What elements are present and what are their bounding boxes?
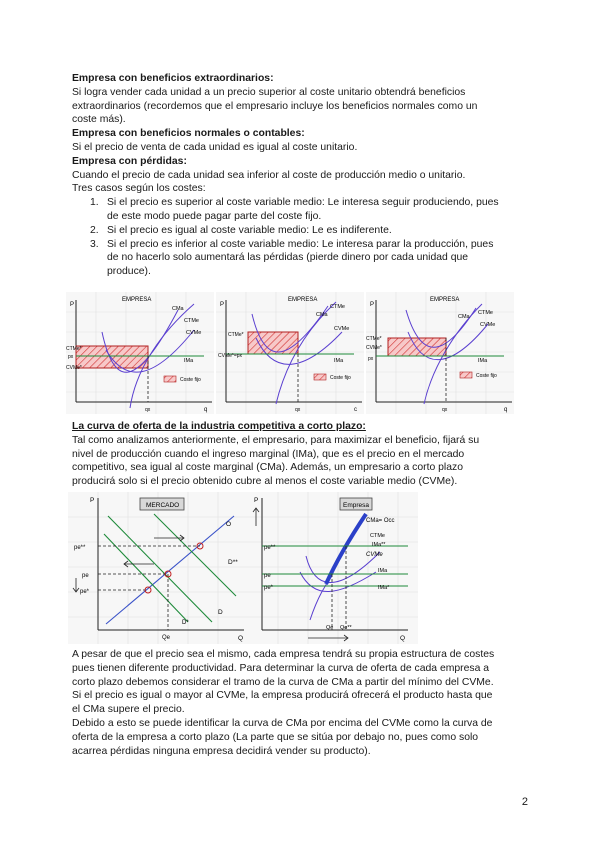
curve-label-cma: CMa <box>172 306 184 312</box>
text-line: Si el precio es superior al coste variable medio: Le interesa seguir produciendo, pues <box>107 197 499 209</box>
legend-coste-fijo: Coste fijo <box>330 375 351 381</box>
text-line: Si logra vender cada unidad a un precio superior al coste unitario obtendrá beneficios <box>72 86 466 98</box>
paragraph-curva-oferta <box>72 434 532 489</box>
figure-empresa-beneficios <box>66 292 214 414</box>
figure-title-empresa: Empresa <box>343 502 370 509</box>
axis-label-q: Q <box>238 635 244 642</box>
figure-title: EMPRESA <box>122 297 152 303</box>
curve-label-cvme: CVMe <box>480 322 496 328</box>
axis-value-qx: qx <box>295 407 301 413</box>
axis-label-p: P <box>70 302 75 308</box>
paragraph-perdidas: Cuando el precio de cada unidad sea inferior al coste de producción medio o unitario. <box>72 169 466 181</box>
paragraph-beneficios-extraordinarios <box>72 86 532 127</box>
figure-title: EMPRESA <box>430 297 460 303</box>
text-line: de este modo puede pagar parte del coste fijo. <box>107 210 322 222</box>
heading-curva-oferta: La curva de oferta de la industria competitiva a corto plazo: <box>72 421 366 432</box>
text-line: coste más). <box>72 114 126 126</box>
cases-list <box>72 196 527 279</box>
axis-label-q: c <box>354 407 357 413</box>
list-item <box>72 196 527 224</box>
paragraph-conclusion <box>72 717 532 758</box>
curve-label-ima: IMa <box>334 358 344 364</box>
text-line: Debido a esto se puede identificar la curva de CMa por encima del CVMe como la curva de <box>72 718 493 729</box>
heading-perdidas: Empresa con pérdidas: <box>72 155 187 167</box>
axis-value-px: px <box>68 354 74 360</box>
text-line: nivel de producción cuando el ingreso marginal (IMa), que es el precio en el mercado <box>72 448 465 460</box>
axis-value-qe: Qe <box>326 625 334 631</box>
axis-label-p: P <box>254 497 259 504</box>
curve-label-ctme: CTMe <box>184 318 199 324</box>
axis-value-ctme: CTMe* <box>66 346 82 352</box>
text-line: Si el precio es igual al coste variable medio: Le es indiferente. <box>107 224 392 236</box>
axis-value-qe-double-star: Qe** <box>340 625 352 631</box>
axis-value-qe: Qe <box>162 635 171 641</box>
text-line: competitivo, sea igual al coste marginal (CMa). Además, un empresario a corto plazo <box>72 462 463 474</box>
axis-value-ctme: CTMe* <box>228 332 244 338</box>
axis-value-qx: qx <box>145 407 151 413</box>
curve-label-ima: IMa <box>378 568 388 574</box>
text-line: corto plazo debemos considerar el tramo de la curva de CMa a partir del mínimo del CVMe. <box>72 676 494 688</box>
text-line: acarrea pérdidas ninguna empresa decidirá vender su producto). <box>72 745 371 757</box>
curve-label-ctme: CTMe <box>478 310 493 316</box>
text-line: pues tienen diferente productividad. Para determinar la curva de oferta de cada empresa a <box>72 662 490 674</box>
curve-label-cvme: CVMe <box>186 330 202 336</box>
text-line: el CMa supere el precio. <box>72 704 185 716</box>
curve-label-cvme: CVMe <box>334 326 350 332</box>
curve-label-d-double-star: D** <box>228 559 238 566</box>
axis-label-p: P <box>370 302 375 308</box>
curve-label-ctme: CTMe <box>370 533 385 539</box>
text-line: producirá solo si el precio obtenido cubre al menos el coste variable medio (CVMe). <box>72 476 458 488</box>
curve-label-cma: CMa <box>458 314 470 320</box>
text-line: Si el precio es igual o mayor al CVMe, la empresa producirá ofrecerá el producto hasta que <box>72 690 493 702</box>
curve-label-d-star: D* <box>182 620 189 626</box>
axis-value-pe-star: pe* <box>80 589 90 595</box>
axis-value-pe-double-star: pe** <box>264 545 276 551</box>
axis-value-pe-star: pe* <box>264 585 274 591</box>
curve-label-supply: CMa= Occ <box>366 518 395 524</box>
text-line: Si el precio es inferior al coste variable medio: Le interesa parar la producción, pues <box>107 238 494 250</box>
text-line: oferta de la empresa a corto plazo (La parte que se sitúa por debajo no, pues como solo <box>72 731 479 743</box>
axis-label-q: Q <box>400 635 406 642</box>
curve-label-ima: IMa <box>478 358 488 364</box>
heading-beneficios-extraordinarios: Empresa con beneficios extraordinarios: <box>72 73 274 84</box>
list-number: 3. <box>90 238 99 250</box>
figure-empresa-oferta <box>248 492 418 644</box>
text-line: produce). <box>107 266 151 278</box>
axis-value-ctme: CTMe* <box>366 336 382 342</box>
axis-label-p: P <box>90 497 95 504</box>
curve-label-ctme: CTMe <box>330 304 345 310</box>
axis-value-pe: pe <box>82 573 89 579</box>
curve-label-cvme: CVMe <box>366 552 383 558</box>
axis-label-q: q <box>504 407 508 413</box>
curve-label-d: D <box>218 609 223 616</box>
curve-label-o: O <box>226 521 232 528</box>
curve-label-ima-double-star: IMa** <box>372 542 386 548</box>
figure-mercado <box>68 492 248 644</box>
axis-value-cvme: CVMe* <box>366 345 382 351</box>
list-number: 1. <box>90 197 99 209</box>
text-line: Tal como analizamos anteriormente, el empresario, para maximizar el beneficio, fijará su <box>72 434 480 446</box>
list-item <box>72 224 527 238</box>
list-item <box>72 238 527 279</box>
page-number: 2 <box>521 796 528 808</box>
axis-value-qx: qx <box>442 407 448 413</box>
text-line: extraordinarios (recordemos que el empresario incluye los beneficios normales como un <box>72 100 478 112</box>
paragraph-productividad <box>72 648 532 717</box>
text-line: A pesar de que el precio sea el mismo, cada empresa tendrá su propia estructura de costes <box>72 649 495 660</box>
legend-coste-fijo: Coste fijo <box>476 373 497 379</box>
figure-title: EMPRESA <box>288 297 318 303</box>
curve-label-cma: CMa <box>316 312 328 318</box>
curve-label-ima-star: IMa* <box>378 585 390 591</box>
figure-empresa-perdidas <box>366 292 514 414</box>
legend-coste-fijo: Coste fijo <box>180 377 201 383</box>
axis-value-px: px <box>368 356 374 362</box>
figure-title-mercado: MERCADO <box>146 502 180 509</box>
axis-value-cvme-px: CVMe*=px <box>218 353 243 359</box>
curve-label-ima: IMa <box>184 358 194 364</box>
axis-label-q: q <box>204 407 208 413</box>
list-number: 2. <box>90 224 99 236</box>
figure-empresa-normales <box>216 292 364 414</box>
paragraph-tres-casos: Tres casos según los costes: <box>72 183 206 195</box>
axis-value-pe: pe <box>264 573 271 579</box>
axis-label-p: P <box>220 302 225 308</box>
paragraph-beneficios-normales: Si el precio de venta de cada unidad es igual al coste unitario. <box>72 142 358 153</box>
heading-beneficios-normales: Empresa con beneficios normales o contables: <box>72 128 305 140</box>
axis-value-cvme: CVMe* <box>66 365 82 371</box>
text-line: de no hacerlo solo aumentará las pérdidas (pierde dinero por cada unidad que <box>107 252 469 264</box>
axis-value-pe-double-star: pe** <box>74 545 86 551</box>
